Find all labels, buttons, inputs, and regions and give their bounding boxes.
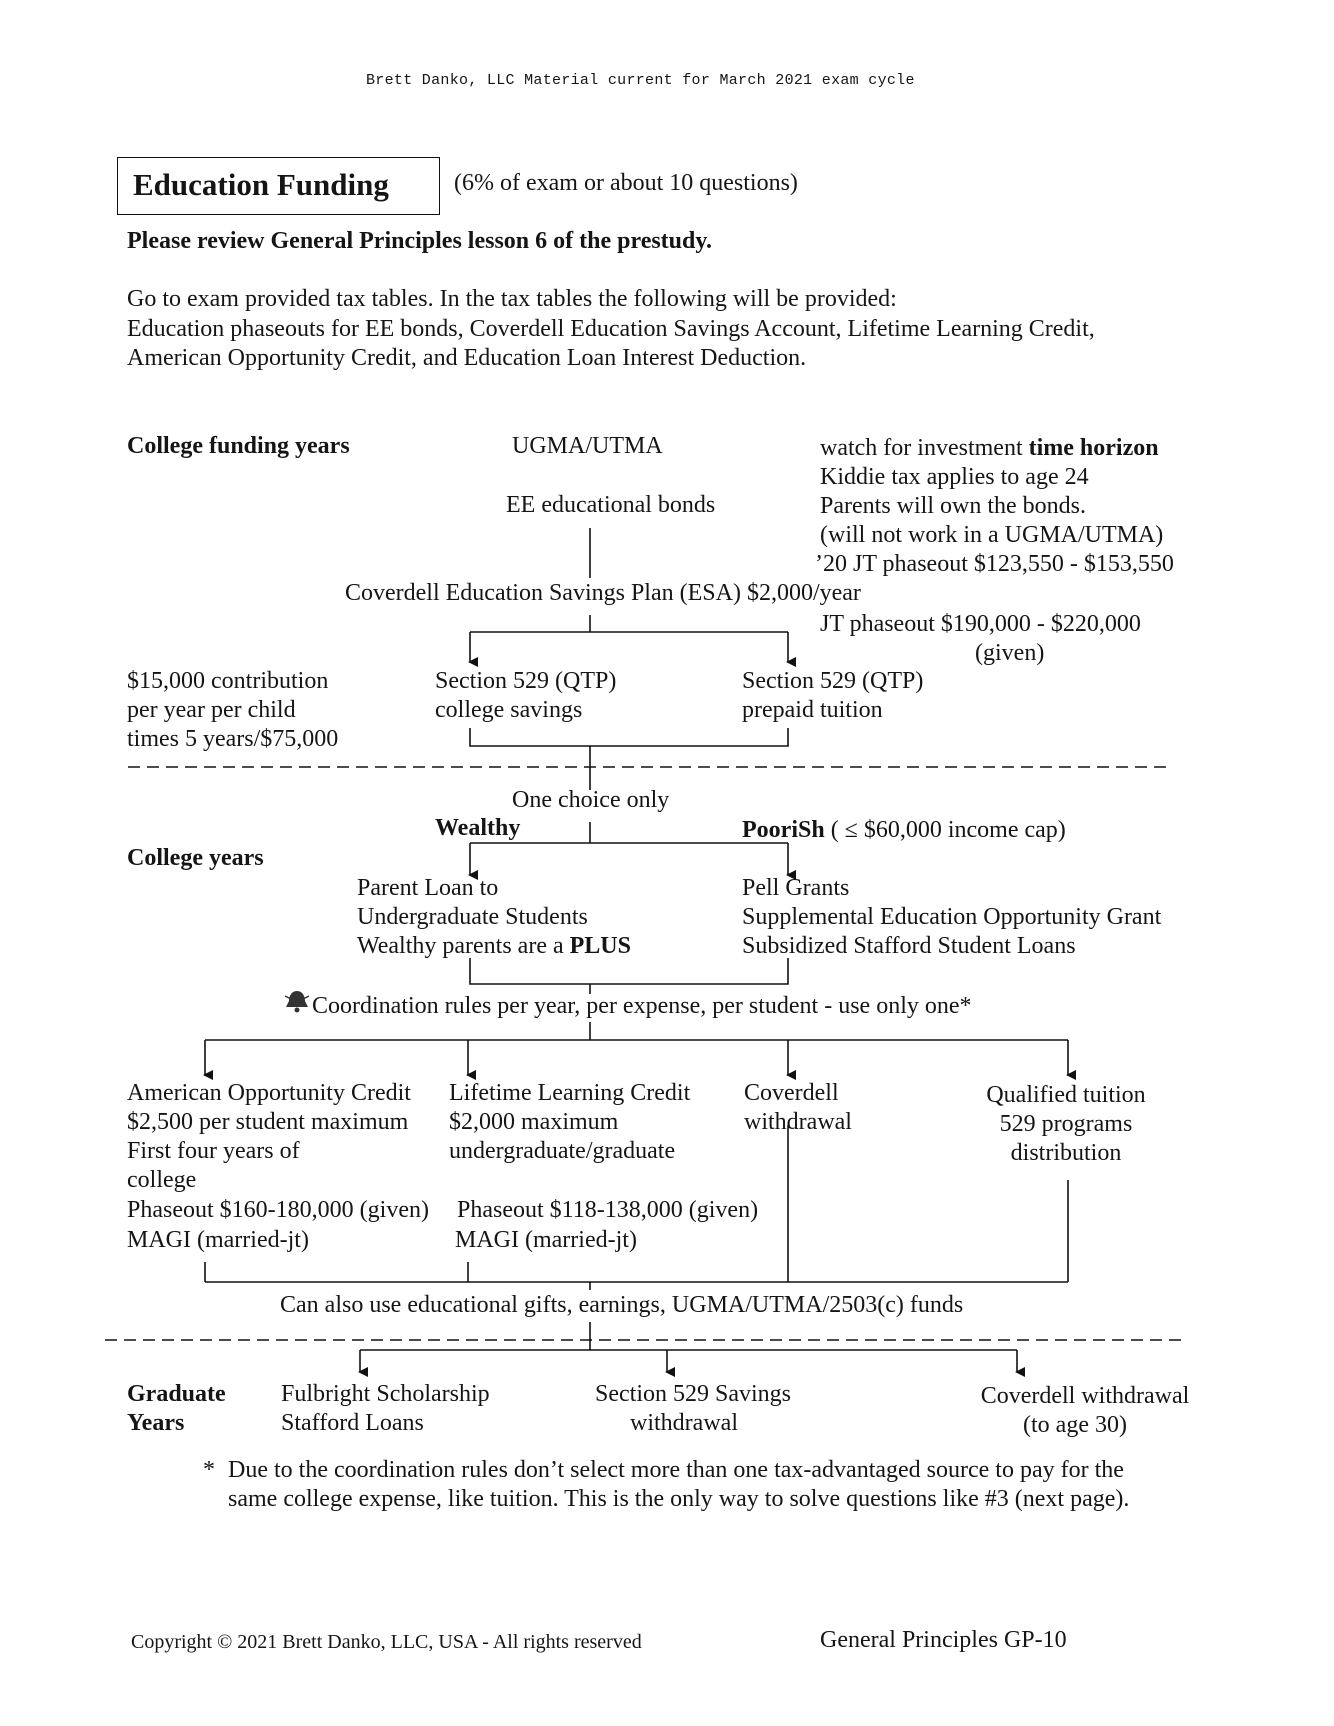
llc-phaseout: Phaseout $118-138,000 (given) — [457, 1197, 759, 1223]
llc-magi: MAGI (married-jt) — [455, 1227, 637, 1253]
section-529-withdrawal-1: Section 529 Savings — [595, 1381, 791, 1407]
aoc-line-4: college — [127, 1167, 197, 1193]
section-529-savings-1: Section 529 (QTP) — [435, 668, 617, 694]
fulbright-scholarship: Fulbright Scholarship — [281, 1381, 490, 1407]
page-number: General Principles GP-10 — [820, 1627, 1067, 1653]
copyright: Copyright © 2021 Brett Danko, LLC, USA - All rights reserved — [131, 1631, 642, 1653]
wealthy-label: Wealthy — [435, 815, 521, 841]
title-note: (6% of exam or about 10 questions) — [454, 170, 798, 196]
qualified-tuition-line-3: distribution — [1010, 1140, 1122, 1166]
contribution-line-1: $15,000 contribution — [127, 668, 329, 694]
coverdell-withdrawal-line-2: withdrawal — [744, 1109, 852, 1135]
contribution-line-2: per year per child — [127, 697, 296, 723]
coverdell-withdrawal-grad-1: Coverdell withdrawal — [980, 1383, 1190, 1409]
intro-line-3: American Opportunity Credit, and Education Loan Interest Deduction. — [127, 345, 807, 371]
connector-529-merge — [470, 728, 788, 746]
graduate-heading-1: Graduate — [127, 1381, 226, 1407]
subsidized-stafford: Subsidized Stafford Student Loans — [742, 933, 1076, 959]
seog: Supplemental Education Opportunity Grant — [742, 904, 1162, 930]
coverdell-note-2: (given) — [975, 640, 1045, 666]
qualified-tuition-line-1: Qualified tuition — [986, 1082, 1146, 1108]
plus-loan-line-3: Wealthy parents are a PLUS — [357, 933, 631, 959]
page-header: Brett Danko, LLC Material current for March 2021 exam cycle — [366, 72, 915, 89]
coverdell-withdrawal-line-1: Coverdell — [744, 1080, 839, 1106]
section-529-savings-2: college savings — [435, 697, 583, 723]
section-529-withdrawal-2: withdrawal — [630, 1410, 738, 1436]
aoc-phaseout: Phaseout $160-180,000 (given) — [127, 1197, 429, 1223]
graduate-heading-2: Years — [127, 1410, 185, 1436]
section-heading-college-years: College years — [127, 845, 264, 871]
ee-note-2: (will not work in a UGMA/UTMA) — [820, 522, 1164, 548]
aoc-line-2: $2,500 per student maximum — [127, 1109, 409, 1135]
coverdell-note-1: JT phaseout $190,000 - $220,000 — [820, 611, 1141, 637]
section-529-prepaid-2: prepaid tuition — [742, 697, 883, 723]
llc-line-3: undergraduate/graduate — [449, 1138, 676, 1164]
plus-loan-line-2: Undergraduate Students — [357, 904, 588, 930]
aoc-magi: MAGI (married-jt) — [127, 1227, 309, 1253]
llc-line-2: $2,000 maximum — [449, 1109, 619, 1135]
connector-aid-merge — [470, 958, 788, 984]
ee-educational-bonds: EE educational bonds — [506, 492, 716, 518]
intro-line-1: Go to exam provided tax tables. In the tax tables the following will be provided: — [127, 286, 897, 312]
llc-line-1: Lifetime Learning Credit — [449, 1080, 691, 1106]
poorish-label: PooriSh ( ≤ $60,000 income cap) — [742, 817, 1066, 843]
footnote-star: * — [203, 1457, 215, 1483]
plus-loan-line-1: Parent Loan to — [357, 875, 499, 901]
ee-note-3: ’20 JT phaseout $123,550 - $153,550 — [815, 551, 1174, 577]
ee-note-1: Parents will own the bonds. — [820, 493, 1086, 519]
intro-line-2: Education phaseouts for EE bonds, Coverdell Education Savings Account, Lifetime Learning Credit, — [127, 316, 1095, 342]
footnote-line-1: Due to the coordination rules don’t select more than one tax-advantaged source to pay for the — [228, 1457, 1124, 1483]
kiddie-tax-note: Kiddie tax applies to age 24 — [820, 464, 1089, 490]
coverdell-esa: Coverdell Education Savings Plan (ESA) $2,000/year — [345, 580, 861, 606]
section-heading-college-funding: College funding years — [127, 433, 350, 459]
ugma-note: watch for investment time horizon — [820, 435, 1159, 461]
pell-grants: Pell Grants — [742, 875, 850, 901]
aoc-line-3: First four years of — [127, 1138, 300, 1164]
one-choice-only: One choice only — [512, 787, 670, 813]
bell-icon — [282, 988, 312, 1014]
coordination-rules: Coordination rules per year, per expense, per student - use only one* — [312, 993, 972, 1019]
qualified-tuition-line-2: 529 programs — [999, 1111, 1133, 1137]
educational-gifts-note: Can also use educational gifts, earnings, UGMA/UTMA/2503(c) funds — [280, 1292, 964, 1318]
page-title: Education Funding — [133, 167, 389, 202]
stafford-loans: Stafford Loans — [281, 1410, 424, 1436]
review-note: Please review General Principles lesson 6 of the prestudy. — [127, 228, 713, 254]
ugma-utma: UGMA/UTMA — [512, 433, 663, 459]
aoc-line-1: American Opportunity Credit — [127, 1080, 411, 1106]
contribution-line-3: times 5 years/$75,000 — [127, 726, 339, 752]
coverdell-withdrawal-grad-2: (to age 30) — [1023, 1412, 1127, 1438]
footnote-line-2: same college expense, like tuition. This is the only way to solve questions like #3 (next page). — [228, 1486, 1130, 1512]
section-529-prepaid-1: Section 529 (QTP) — [742, 668, 924, 694]
